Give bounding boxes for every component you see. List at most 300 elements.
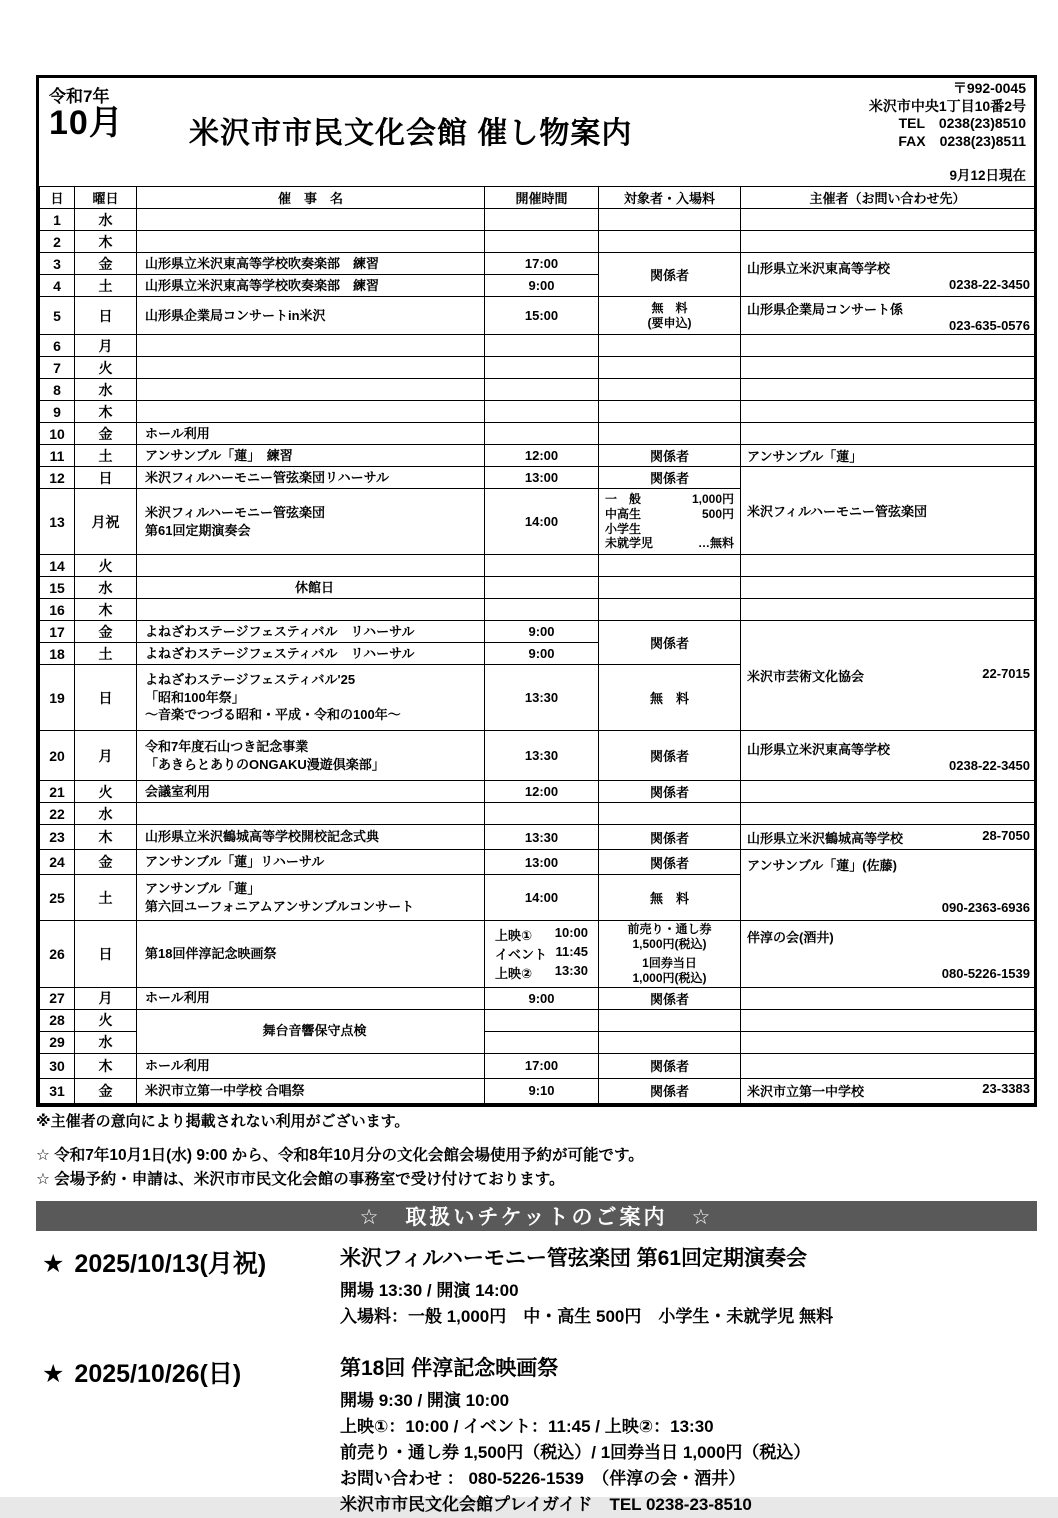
cell-line: ホール利用 xyxy=(145,425,210,441)
cell-text-right: 11:45 xyxy=(555,944,588,960)
cell-line: 9:00 xyxy=(528,646,555,661)
cell-line: ホール利用 xyxy=(145,990,210,1006)
cell-event xyxy=(137,555,485,577)
cell-organizer xyxy=(741,987,1035,1009)
cell-line: 023-635-0576 xyxy=(949,317,1030,333)
page-title: 米沢市市民文化会館 催し物案内 xyxy=(189,117,633,150)
cell-weekday: 水 xyxy=(75,1031,137,1053)
cell-text-right: 10:00 xyxy=(554,925,588,941)
cell-day: 5 xyxy=(40,297,75,335)
cell-time xyxy=(485,850,599,875)
cell-line: 12:00 xyxy=(524,784,559,799)
cell-weekday: 木 xyxy=(75,401,137,423)
cell-line: 関係者 xyxy=(649,471,689,486)
cell-event xyxy=(137,335,485,357)
cell-audience xyxy=(599,297,741,335)
ticket-detail-line: 上映①：10:00 / イベント：11:45 / 上映②：13:30 xyxy=(340,1416,714,1436)
cell-line: 15:00 xyxy=(524,308,559,323)
cell-event xyxy=(137,1053,485,1078)
cell-event xyxy=(137,665,485,731)
table-row xyxy=(40,209,1035,231)
contact-block xyxy=(869,80,1026,150)
cell-day: 29 xyxy=(40,1031,75,1053)
cell-day: 4 xyxy=(40,275,75,297)
cell-line: 舞台音響保守点検 xyxy=(262,1023,367,1039)
cell-organizer xyxy=(741,621,1035,731)
cell-audience xyxy=(599,231,741,253)
ticket-entry xyxy=(36,1244,1037,1330)
ticket-date xyxy=(42,1354,340,1518)
cell-line: 1回券当日 xyxy=(642,956,697,971)
header-day: 日 xyxy=(40,187,75,209)
cell-day: 20 xyxy=(40,731,75,781)
cell-day: 9 xyxy=(40,401,75,423)
ticket-details xyxy=(340,1244,1037,1330)
cell-day: 26 xyxy=(40,921,75,988)
cell-line: 関係者 xyxy=(649,268,689,283)
cell-organizer xyxy=(741,781,1035,803)
month-label: 10月 xyxy=(49,103,124,142)
cell-line: 関係者 xyxy=(649,449,689,464)
cell-event xyxy=(137,357,485,379)
table-row xyxy=(40,1053,1035,1078)
cell-line: 米沢フィルハーモニー管弦楽団 xyxy=(747,504,928,519)
cell-weekday: 木 xyxy=(75,1053,137,1078)
cell-line: ～音楽でつづる昭和・平成・令和の100年～ xyxy=(145,707,401,723)
cell-line: アンサンブル「蓮」(佐藤) xyxy=(747,858,897,873)
cell-line: 12:00 xyxy=(524,448,559,463)
cell-text-right: 28-7050 xyxy=(982,827,1030,843)
cell-time xyxy=(485,803,599,825)
table-row xyxy=(40,423,1035,445)
cell-weekday: 月 xyxy=(75,987,137,1009)
ticket-entry xyxy=(36,1354,1037,1518)
cell-text-left: 中高生 xyxy=(605,506,642,521)
cell-time xyxy=(485,921,599,988)
cell-weekday: 木 xyxy=(75,825,137,850)
table-row xyxy=(40,231,1035,253)
cell-line: よねざわステージフェスティバル リハーサル xyxy=(145,623,415,639)
spacer xyxy=(747,874,1030,900)
cell-day: 19 xyxy=(40,665,75,731)
cell-line: 山形県立米沢東高等学校 xyxy=(747,741,891,757)
cell-line: 山形県立米沢東高等学校吹奏楽部 練習 xyxy=(145,277,380,293)
cell-text-right: 23-3383 xyxy=(982,1081,1030,1096)
cell-day: 31 xyxy=(40,1078,75,1103)
cell-event xyxy=(137,401,485,423)
cell-time xyxy=(485,781,599,803)
cell-weekday: 金 xyxy=(75,423,137,445)
cell-organizer xyxy=(741,357,1035,379)
cell-line: ホール利用 xyxy=(145,1057,210,1073)
ticket-detail-line: 前売り・通し券 1,500円（税込）/ 1回券当日 1,000円（税込） xyxy=(340,1442,811,1462)
cell-line: 14:00 xyxy=(524,514,559,529)
cell-line: 1,000円(税込) xyxy=(632,970,707,985)
cell-day: 23 xyxy=(40,825,75,850)
header-event: 催 事 名 xyxy=(137,187,485,209)
schedule-table-body xyxy=(40,209,1035,1104)
cell-weekday: 日 xyxy=(75,921,137,988)
cell-time xyxy=(485,489,599,555)
cell-line: よねざわステージフェスティバル リハーサル xyxy=(145,645,415,661)
cell-organizer xyxy=(741,577,1035,599)
cell-audience xyxy=(599,803,741,825)
cell-day: 8 xyxy=(40,379,75,401)
cell-audience xyxy=(599,401,741,423)
cell-line: 休館日 xyxy=(294,579,334,595)
cell-audience xyxy=(599,621,741,665)
cell-weekday: 木 xyxy=(75,599,137,621)
cell-event xyxy=(137,423,485,445)
cell-line: 第18回伴淳記念映画祭 xyxy=(145,945,277,961)
cell-weekday: 水 xyxy=(75,803,137,825)
cell-audience xyxy=(599,423,741,445)
title-area xyxy=(39,78,1034,186)
star-icon: ★ xyxy=(42,1359,65,1388)
cell-line: 関係者 xyxy=(649,749,689,764)
cell-event xyxy=(137,643,485,665)
cell-audience xyxy=(599,1009,741,1031)
cell-line: 山形県企業局コンサートin米沢 xyxy=(145,307,326,323)
cell-day: 7 xyxy=(40,357,75,379)
cell-line: 「昭和100年祭」 xyxy=(145,689,245,705)
cell-audience xyxy=(599,379,741,401)
header-audience: 対象者・入場料 xyxy=(599,187,741,209)
cell-time xyxy=(485,599,599,621)
cell-text-left: 米沢市芸術文化協会 xyxy=(747,669,865,684)
cell-organizer xyxy=(741,1053,1035,1078)
cell-time xyxy=(485,467,599,489)
cell-text-right: …無料 xyxy=(697,536,734,551)
table-row xyxy=(40,297,1035,335)
cell-weekday: 月 xyxy=(75,731,137,781)
table-row xyxy=(40,850,1035,875)
cell-day: 2 xyxy=(40,231,75,253)
cell-event xyxy=(137,1009,485,1053)
cell-organizer xyxy=(741,445,1035,467)
cell-event xyxy=(137,253,485,275)
cell-line xyxy=(495,944,588,963)
cell-time xyxy=(485,1053,599,1078)
ticket-section-title: ☆ 取扱いチケットのご案内 ☆ xyxy=(359,1205,714,1229)
table-row xyxy=(40,357,1035,379)
reservation-notes xyxy=(36,1144,1037,1192)
cell-day: 25 xyxy=(40,875,75,921)
cell-weekday: 土 xyxy=(75,875,137,921)
cell-event xyxy=(137,875,485,921)
cell-audience xyxy=(599,445,741,467)
cell-text-right: 1,000円 xyxy=(691,492,734,507)
cell-line: 山形県企業局コンサート係 xyxy=(747,301,904,317)
star-icon: ★ xyxy=(42,1249,65,1278)
cell-event xyxy=(137,209,485,231)
cell-time xyxy=(485,621,599,643)
cell-audience xyxy=(599,781,741,803)
cell-line xyxy=(747,1081,1030,1100)
cell-organizer xyxy=(741,467,1035,555)
cell-time xyxy=(485,875,599,921)
ticket-section-bar xyxy=(36,1201,1037,1231)
cell-organizer xyxy=(741,423,1035,445)
cell-text-right: 13:30 xyxy=(554,963,588,979)
cell-line: 米沢フィルハーモニー管弦楽団 xyxy=(145,504,326,520)
cell-line: 小学生 xyxy=(605,521,642,536)
cell-audience xyxy=(599,253,741,297)
cell-organizer xyxy=(741,555,1035,577)
address: 米沢市中央1丁目10番2号 xyxy=(868,97,1026,114)
cell-time xyxy=(485,577,599,599)
cell-time xyxy=(485,231,599,253)
cell-line: 13:30 xyxy=(524,829,559,845)
cell-line: 13:30 xyxy=(524,748,559,763)
cell-organizer xyxy=(741,401,1035,423)
spacer xyxy=(747,946,1030,966)
cell-line: 米沢フィルハーモニー管弦楽団リハーサル xyxy=(145,469,390,485)
cell-time xyxy=(485,1078,599,1103)
cell-line: 「あきらとありのONGAKU漫遊倶楽部」 xyxy=(145,756,385,772)
header-weekday: 曜日 xyxy=(75,187,137,209)
cell-day: 21 xyxy=(40,781,75,803)
cell-line: 13:30 xyxy=(524,690,559,705)
cell-event xyxy=(137,921,485,988)
cell-organizer xyxy=(741,253,1035,297)
cell-audience xyxy=(599,987,741,1009)
table-row xyxy=(40,1078,1035,1103)
cell-time xyxy=(485,987,599,1009)
header-organizer: 主催者（お問い合わせ先） xyxy=(741,187,1035,209)
cell-text-left: 上映① xyxy=(495,928,533,944)
cell-time xyxy=(485,379,599,401)
cell-line: アンサンブル「蓮」リハーサル xyxy=(145,854,325,870)
table-row xyxy=(40,445,1035,467)
cell-weekday: 火 xyxy=(75,357,137,379)
cell-time xyxy=(485,297,599,335)
table-row xyxy=(40,825,1035,850)
cell-audience xyxy=(599,467,741,489)
cell-audience xyxy=(599,850,741,875)
cell-line: 無 料 xyxy=(649,691,689,706)
cell-text-left: イベント xyxy=(495,947,548,963)
cell-weekday: 水 xyxy=(75,209,137,231)
cell-line: 関係者 xyxy=(649,785,689,800)
cell-audience xyxy=(599,665,741,731)
cell-organizer xyxy=(741,921,1035,988)
cell-weekday: 日 xyxy=(75,665,137,731)
cell-event xyxy=(137,275,485,297)
cell-text-left: 上映② xyxy=(495,966,533,982)
ticket-detail-line: 開場 13:30 / 開演 14:00 xyxy=(340,1280,519,1300)
cell-weekday: 水 xyxy=(75,577,137,599)
cell-event xyxy=(137,731,485,781)
ticket-date-text: 2025/10/26(日) xyxy=(74,1359,242,1388)
cell-line: 会議室利用 xyxy=(145,783,211,799)
cell-line: 9:00 xyxy=(528,624,555,639)
ticket-date-text: 2025/10/13(月祝) xyxy=(74,1249,267,1278)
cell-weekday: 日 xyxy=(75,467,137,489)
cell-line xyxy=(495,963,588,982)
header-time: 開催時間 xyxy=(485,187,599,209)
fax: FAX 0238(23)8511 xyxy=(898,132,1026,149)
cell-time xyxy=(485,209,599,231)
table-row xyxy=(40,731,1035,781)
era-year: 令和7年 xyxy=(49,87,110,106)
cell-weekday: 火 xyxy=(75,555,137,577)
cell-day: 30 xyxy=(40,1053,75,1078)
cell-line: 関係者 xyxy=(649,1084,689,1099)
cell-line: よねざわステージフェスティバル'25 xyxy=(145,672,356,688)
cell-line: アンサンブル「蓮」 xyxy=(747,449,863,464)
cell-time xyxy=(485,665,599,731)
cell-audience xyxy=(599,1053,741,1078)
cell-event xyxy=(137,825,485,850)
cell-organizer xyxy=(741,209,1035,231)
table-row xyxy=(40,987,1035,1009)
cell-time xyxy=(485,357,599,379)
cell-time xyxy=(485,1031,599,1053)
cell-line: アンサンブル「蓮」 xyxy=(145,880,261,896)
cell-day: 14 xyxy=(40,555,75,577)
cell-event xyxy=(137,621,485,643)
cell-line: 14:00 xyxy=(524,890,559,905)
table-header-row xyxy=(40,187,1035,209)
cell-line: 伴淳の会(酒井) xyxy=(747,929,834,945)
tel: TEL 0238(23)8510 xyxy=(898,115,1026,131)
cell-time xyxy=(485,445,599,467)
cell-weekday: 金 xyxy=(75,621,137,643)
cell-audience xyxy=(599,921,741,988)
document-frame xyxy=(36,75,1037,1107)
cell-audience xyxy=(599,489,741,555)
reservation-note: ☆ 令和7年10月1日(水) 9:00 から、令和8年10月分の文化会館会場使用予約が可能です。 xyxy=(36,1146,644,1164)
cell-line: 9:00 xyxy=(528,990,555,1006)
table-row xyxy=(40,555,1035,577)
cell-day: 10 xyxy=(40,423,75,445)
cell-event xyxy=(137,1078,485,1103)
cell-event xyxy=(137,781,485,803)
document-content xyxy=(36,75,1037,1518)
ticket-date xyxy=(42,1244,340,1330)
cell-line: 13:00 xyxy=(524,854,559,870)
cell-line xyxy=(605,507,734,522)
cell-line: 令和7年度石山つき記念事業 xyxy=(145,738,309,754)
cell-day: 12 xyxy=(40,467,75,489)
cell-organizer xyxy=(741,231,1035,253)
cell-line: 17:00 xyxy=(524,1058,559,1073)
cell-audience xyxy=(599,875,741,921)
cell-audience xyxy=(599,599,741,621)
cell-day: 6 xyxy=(40,335,75,357)
cell-line: 080-5226-1539 xyxy=(941,965,1030,981)
cell-weekday: 火 xyxy=(75,781,137,803)
cell-organizer xyxy=(741,599,1035,621)
cell-line: 0238-22-3450 xyxy=(949,276,1030,292)
cell-organizer xyxy=(741,850,1035,921)
cell-line: 13:00 xyxy=(524,470,559,485)
ticket-detail-line: 開場 9:30 / 開演 10:00 xyxy=(340,1390,510,1410)
cell-line: 関係者 xyxy=(649,830,689,846)
cell-line: 090-2363-6936 xyxy=(941,900,1030,915)
cell-event xyxy=(137,445,485,467)
ticket-details xyxy=(340,1354,1037,1518)
table-row xyxy=(40,253,1035,275)
cell-event xyxy=(137,297,485,335)
cell-event xyxy=(137,803,485,825)
reservation-note: ☆ 会場予約・申請は、米沢市市民文化会館の事務室で受け付けております。 xyxy=(36,1170,565,1188)
cell-line: 9:10 xyxy=(528,1083,555,1098)
cell-line: 無 料 xyxy=(651,300,688,315)
cell-day: 27 xyxy=(40,987,75,1009)
cell-time xyxy=(485,1009,599,1031)
cell-event xyxy=(137,467,485,489)
cell-day: 22 xyxy=(40,803,75,825)
cell-organizer xyxy=(741,379,1035,401)
cell-line: 0238-22-3450 xyxy=(949,757,1030,773)
ticket-detail-line: 入場料：一般 1,000円 中・高生 500円 小学生・未就学児 無料 xyxy=(340,1306,834,1326)
cell-weekday: 月祝 xyxy=(75,489,137,555)
ticket-detail-line: お問い合わせ ： 080-5226-1539 （伴淳の会・酒井） xyxy=(340,1468,746,1488)
cell-line: 山形県立米沢東高等学校吹奏楽部 練習 xyxy=(145,255,380,271)
table-row xyxy=(40,621,1035,643)
cell-organizer xyxy=(741,1009,1035,1031)
cell-organizer xyxy=(741,731,1035,781)
schedule-table xyxy=(39,186,1035,1104)
cell-event xyxy=(137,489,485,555)
cell-line xyxy=(747,666,1030,685)
cell-audience xyxy=(599,731,741,781)
cell-line: 米沢市立第一中学校 合唱祭 xyxy=(145,1082,305,1098)
cell-line: 17:00 xyxy=(524,256,559,271)
ticket-entries xyxy=(36,1244,1037,1518)
cell-audience xyxy=(599,1031,741,1053)
table-row xyxy=(40,803,1035,825)
cell-time xyxy=(485,253,599,275)
cell-event xyxy=(137,599,485,621)
cell-audience xyxy=(599,357,741,379)
cell-weekday: 金 xyxy=(75,1078,137,1103)
cell-line: 山形県立米沢東高等学校 xyxy=(747,260,891,276)
cell-audience xyxy=(599,555,741,577)
cell-line xyxy=(747,828,1030,847)
cell-time xyxy=(485,335,599,357)
table-row xyxy=(40,599,1035,621)
cell-event xyxy=(137,850,485,875)
cell-weekday: 水 xyxy=(75,379,137,401)
cell-time xyxy=(485,555,599,577)
cell-organizer xyxy=(741,1078,1035,1103)
cell-line: 無 料 xyxy=(649,891,689,906)
table-row xyxy=(40,379,1035,401)
disclaimer-note: ※主催者の意向により掲載されない利用がございます。 xyxy=(36,1112,410,1130)
cell-organizer xyxy=(741,825,1035,850)
cell-audience xyxy=(599,335,741,357)
cell-text-left: 山形県立米沢鶴城高等学校 xyxy=(747,830,904,846)
cell-organizer xyxy=(741,803,1035,825)
cell-weekday: 金 xyxy=(75,253,137,275)
cell-line: 山形県立米沢鶴城高等学校開校記念式典 xyxy=(145,829,380,845)
month-block xyxy=(49,88,124,142)
cell-text-left: 米沢市立第一中学校 xyxy=(747,1084,865,1099)
cell-day: 11 xyxy=(40,445,75,467)
table-row xyxy=(40,1009,1035,1031)
cell-day: 16 xyxy=(40,599,75,621)
table-row xyxy=(40,467,1035,489)
cell-audience xyxy=(599,1078,741,1103)
cell-day: 18 xyxy=(40,643,75,665)
cell-audience xyxy=(599,209,741,231)
cell-day: 13 xyxy=(40,489,75,555)
cell-line: 関係者 xyxy=(649,1059,689,1074)
cell-line: アンサンブル「蓮」 練習 xyxy=(145,447,293,463)
